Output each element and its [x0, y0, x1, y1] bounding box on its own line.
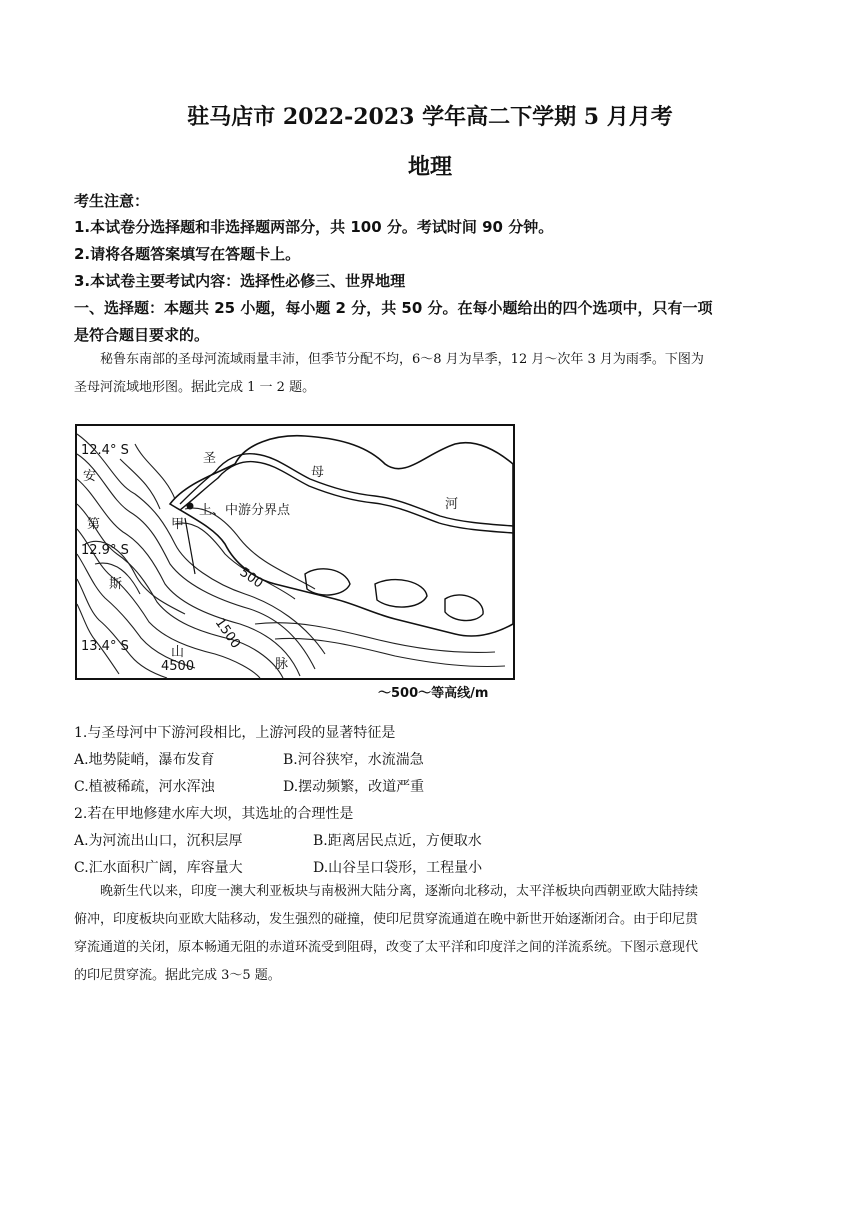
question-2-stem: 2.若在甲地修建水库大坝，其选址的合理性是: [74, 806, 354, 822]
jia-label: 甲: [171, 517, 185, 532]
lat-label-12-4: 12.4° S: [81, 443, 129, 458]
range-char-1: 安: [83, 469, 97, 484]
contour-label-4500: 4500: [161, 659, 195, 674]
question-1-option-d[interactable]: D.摆动频繁，改道严重: [283, 779, 425, 795]
notice-item-3: 3.本试卷主要考试内容：选择性必修三、世界地理: [74, 272, 406, 290]
saint-mother-river-map: [75, 424, 515, 680]
boundary-point-marker: [187, 503, 194, 510]
river-char-3: 河: [445, 497, 459, 512]
passage-2-line-3: 穿流通道的关闭，原本畅通无阻的赤道环流受到阻碍，改变了太平洋和印度洋之间的洋流系统。下图示意现代: [74, 940, 699, 955]
notice-heading: 考生注意：: [74, 192, 150, 210]
range-char-3: 斯: [109, 577, 123, 592]
exam-title: 驻马店市 2022-2023 学年高二下学期 5 月月考: [187, 104, 673, 130]
passage-1: [74, 346, 790, 402]
question-1-option-c[interactable]: C.植被稀疏，河水浑浊: [74, 779, 215, 795]
question-1-option-b[interactable]: B.河谷狭窄，水流湍急: [283, 752, 424, 768]
notice-item-2: 2.请将各题答案填写在答题卡上。: [74, 245, 301, 263]
river-char-2: 母: [311, 465, 325, 480]
passage-2-line-4: 的印尼贯穿流。据此完成 3～5 题。: [74, 968, 281, 983]
range-char-4: 山: [171, 645, 185, 660]
question-2-option-d[interactable]: D.山谷呈口袋形，工程量小: [313, 860, 483, 876]
contour-label-1500: 1500: [211, 615, 243, 652]
passage-2-line-2: 俯冲，印度板块向亚欧大陆移动，发生强烈的碰撞，使印尼贯穿流通道在晚中新世开始逐渐闭合。由于印尼贯: [74, 912, 699, 927]
lat-label-12-9: 12.9° S: [81, 543, 129, 558]
notice-item-1: 1.本试卷分选择题和非选择题两部分，共 100 分。考试时间 90 分钟。: [74, 218, 554, 236]
range-char-2: 第: [87, 517, 101, 532]
lat-label-13-4: 13.4° S: [81, 639, 129, 654]
question-2-option-a[interactable]: A.为河流出山口，沉积层厚: [74, 833, 243, 849]
question-2-option-c[interactable]: C.汇水面积广阔，库容量大: [74, 860, 243, 876]
map-legend: ～500～等高线/m: [378, 686, 489, 701]
subject-title: 地理: [407, 154, 452, 180]
boundary-point-label: 上、中游分界点: [199, 503, 291, 518]
range-char-5: 脉: [275, 657, 289, 672]
question-1-option-a[interactable]: A.地势陡峭，瀑布发育: [74, 752, 215, 768]
passage-1-line-1: 秘鲁东南部的圣母河流域雨量丰沛，但季节分配不均，6～8 月为旱季，12 月～次年 3 月为雨季。下图为: [100, 352, 704, 367]
river-char-1: 圣: [203, 451, 217, 466]
contour-label-500: 500: [236, 564, 266, 592]
passage-2-line-1: 晚新生代以来，印度一澳大利亚板块与南极洲大陆分离，逐渐向北移动，太平洋板块向西朝亚欧大陆持续: [100, 884, 699, 899]
section-heading-line-1: 一、选择题：本题共 25 小题，每小题 2 分，共 50 分。在每小题给出的四个选项中，只有一项: [74, 299, 713, 317]
section-heading-line-2: 是符合题目要求的。: [74, 326, 210, 344]
passage-1-line-2: 圣母河流域地形图。据此完成 1 一 2 题。: [74, 380, 316, 395]
question-1-stem: 1.与圣母河中下游河段相比，上游河段的显著特征是: [74, 725, 396, 741]
map-frame: [76, 425, 514, 679]
question-2-option-b[interactable]: B.距离居民点近，方便取水: [313, 833, 482, 849]
passage-2: [74, 878, 790, 990]
